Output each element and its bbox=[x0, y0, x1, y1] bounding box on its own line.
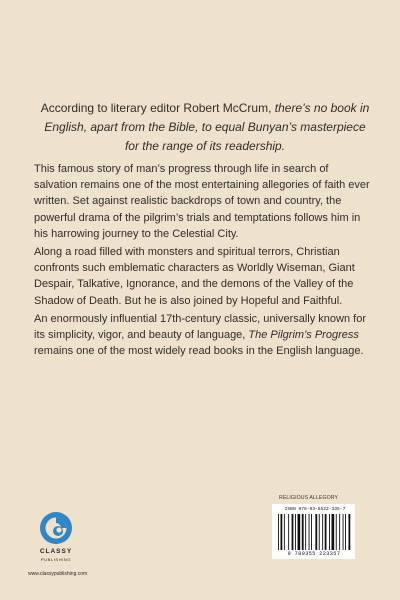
publisher-name: CLASSY bbox=[39, 548, 73, 555]
publisher-subtitle: PUBLISHING bbox=[40, 557, 72, 562]
isbn-text: ISBN 978-93-5522-335-7 bbox=[284, 507, 346, 512]
genre-label: RELIGIOUS ALLEGORY bbox=[279, 495, 339, 501]
quote-prefix: According to literary editor Robert McCrum, bbox=[40, 101, 272, 115]
description-paragraph-1: This famous story of man’s progress through life in search of salvation remains one of the most entertaining allegories of faith ever written. Set against realistic backdrops of town and country, the powerful drama of the pilgrim’s trials and temptations follows him in his harrowing journey to the Celestial City. bbox=[34, 163, 370, 240]
barcode-icon bbox=[278, 514, 352, 550]
paragraph-3-before: An enormously influential 17th-century classic, universally known for its simplicity, vigor, and beauty of language, bbox=[34, 313, 366, 342]
editor-quote bbox=[40, 99, 370, 156]
book-title-italic: The Pilgrim’s Progress bbox=[248, 329, 359, 342]
quote-emphasis: there’s no book in English, apart from the Bible, to equal Bunyan’s masterpiece for the range of its readership. bbox=[44, 101, 370, 153]
classy-c-swirl-logo-icon bbox=[38, 510, 74, 546]
publisher-url: www.classypublishing.com bbox=[28, 571, 88, 577]
description-paragraph-3 bbox=[34, 311, 374, 360]
isbn-number: 9 789355 223357 bbox=[287, 551, 341, 557]
paragraph-3-after: remains one of the most widely read books in the English language. bbox=[34, 345, 364, 358]
description-paragraph-2: Along a road filled with monsters and spiritual terrors, Christian confronts such emblematic characters as Worldly Wiseman, Giant Despair, Talkative, Ignorance, and the demons of the Valley of the Shadow of Death. But he is also joined by Hopeful and Faithful. bbox=[34, 246, 355, 307]
